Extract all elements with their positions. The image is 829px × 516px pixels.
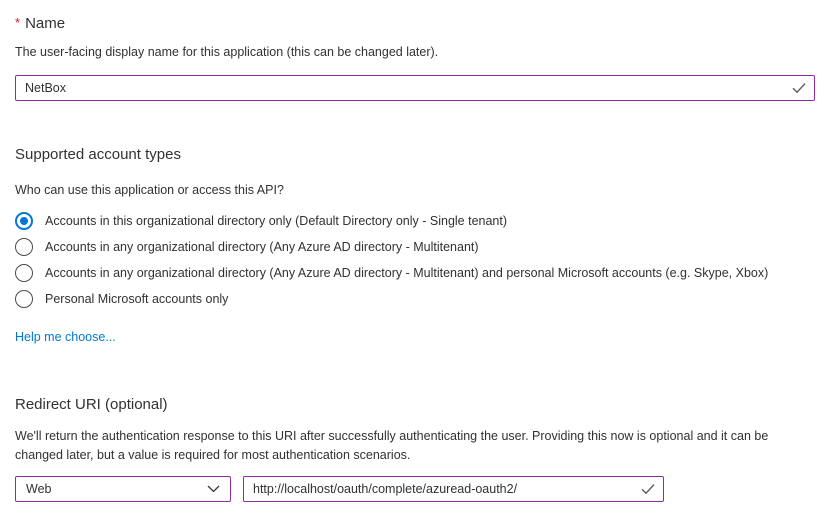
chevron-down-icon — [207, 485, 220, 493]
redirect-uri-description: We'll return the authentication response to this URI after successfully authenticating the user. Providing this now is optional and it can be changed later, but a value is required for most authentication scenarios. — [15, 429, 769, 462]
radio-option-label[interactable]: Accounts in any organizational directory (Any Azure AD directory - Multitenant) and personal Microsoft accounts (e.g. Skype, Xbox) — [45, 266, 769, 280]
valid-checkmark-icon — [641, 483, 655, 495]
account-types-question: Who can use this application or access this API? — [15, 183, 284, 197]
valid-checkmark-icon — [792, 82, 806, 94]
name-field-hint: The user-facing display name for this application (this can be changed later). — [15, 45, 439, 59]
name-input[interactable] — [15, 75, 815, 101]
radio-option-single-tenant[interactable] — [15, 208, 815, 234]
radio-button-icon[interactable] — [15, 290, 33, 308]
redirect-uri-input-container — [243, 476, 664, 502]
name-field-heading — [15, 12, 815, 34]
platform-select-value: Web — [26, 482, 52, 496]
radio-option-multitenant-personal[interactable] — [15, 260, 815, 286]
help-link-container — [15, 329, 815, 345]
name-field-label: Name — [25, 15, 66, 32]
account-types-radio-group — [15, 208, 815, 312]
radio-option-label[interactable]: Accounts in this organizational directory only (Default Directory only - Single tenant) — [45, 214, 508, 228]
radio-option-multitenant[interactable] — [15, 234, 815, 260]
name-input-container — [15, 75, 815, 101]
radio-button-icon[interactable] — [15, 238, 33, 256]
platform-select-dropdown[interactable] — [15, 476, 231, 502]
radio-button-icon[interactable] — [15, 212, 33, 230]
redirect-uri-row — [15, 476, 815, 502]
account-types-heading: Supported account types — [15, 146, 181, 163]
redirect-uri-input[interactable] — [243, 476, 664, 502]
radio-option-label[interactable]: Accounts in any organizational directory (Any Azure AD directory - Multitenant) — [45, 240, 479, 254]
redirect-uri-heading: Redirect URI (optional) — [15, 396, 168, 413]
help-me-choose-link[interactable]: Help me choose... — [15, 330, 116, 344]
radio-option-personal-only[interactable] — [15, 286, 815, 312]
radio-button-icon[interactable] — [15, 264, 33, 282]
required-asterisk: * — [15, 15, 21, 30]
radio-option-label[interactable]: Personal Microsoft accounts only — [45, 292, 229, 306]
